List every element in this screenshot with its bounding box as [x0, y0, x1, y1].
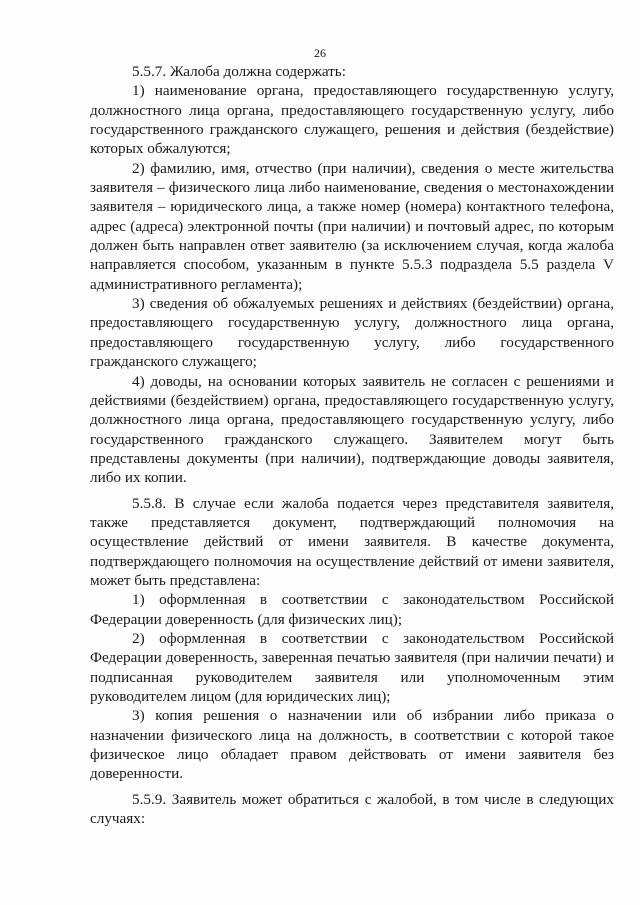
- document-body: [90, 62, 614, 828]
- paragraph-5-5-7-heading: 5.5.7. Жалоба должна содержать:: [132, 63, 346, 80]
- paragraph-item-1: 1) наименование органа, предоставляющего государственную услугу, должностного лица органа, предоставляющего государственную услугу, либо государственного гражданского служащего, решения и действия (бездействие) которых обжалуются;: [90, 82, 614, 158]
- paragraph-5-5-9: 5.5.9. Заявитель может обратиться с жалобой, в том числе в следующих случаях:: [90, 790, 614, 828]
- paragraph-representative-item-3: 3) копия решения о назначении или об избрании либо приказа о назначении физического лица на должность, в соответствии с которой такое физическое лицо обладает правом действовать от имени заявителя без доверенности.: [90, 707, 614, 783]
- paragraph-5-5-8: 5.5.8. В случае если жалоба подается через представителя заявителя, также представляется документ, подтверждающий полномочия на осуществление действий от имени заявителя. В качестве документа, подтверждающего полномочия на осуществление действий от имени заявителя, может быть представлена:: [90, 494, 614, 589]
- paragraph-item-2: 2) фамилию, имя, отчество (при наличии), сведения о месте жительства заявителя – физического лица либо наименование, сведения о местонахождении заявителя – юридического лица, а также номер (номера) контактного телефона, адрес (адреса) электронной почты (при наличии) и почтовый адрес, по которым должен быть направлен ответ заявителю (за исключением случая, когда жалоба направляется способом, указанным в пункте 5.5.3 подраздела 5.5 раздела V административного регламента);: [90, 159, 614, 293]
- page-number: 26: [314, 46, 326, 60]
- paragraph-representative-item-1: 1) оформленная в соответствии с законодательством Российской Федерации доверенность (для физических лиц);: [90, 591, 614, 628]
- paragraph-representative-item-2: 2) оформленная в соответствии с законодательством Российской Федерации доверенность, заверенная печатью заявителя (при наличии печати) и подписанная руководителем заявителя или уполномоченным этим руководителем лицом (для юридических лиц);: [90, 629, 614, 705]
- paragraph-item-4: 4) доводы, на основании которых заявитель не согласен с решениями и действиями (бездействием) органа, предоставляющего государственную услугу, должностного лица органа, предоставляющего государственную услугу, либо государственного гражданского служащего. Заявителем могут быть представлены документы (при наличии), подтверждающие доводы заявителя, либо их копии.: [90, 372, 614, 487]
- paragraph-item-3: 3) сведения об обжалуемых решениях и действиях (бездействии) органа, предоставляющего государственную услугу, должностного лица органа, предоставляющего государственную услугу, либо государственного гражданского служащего;: [90, 295, 614, 371]
